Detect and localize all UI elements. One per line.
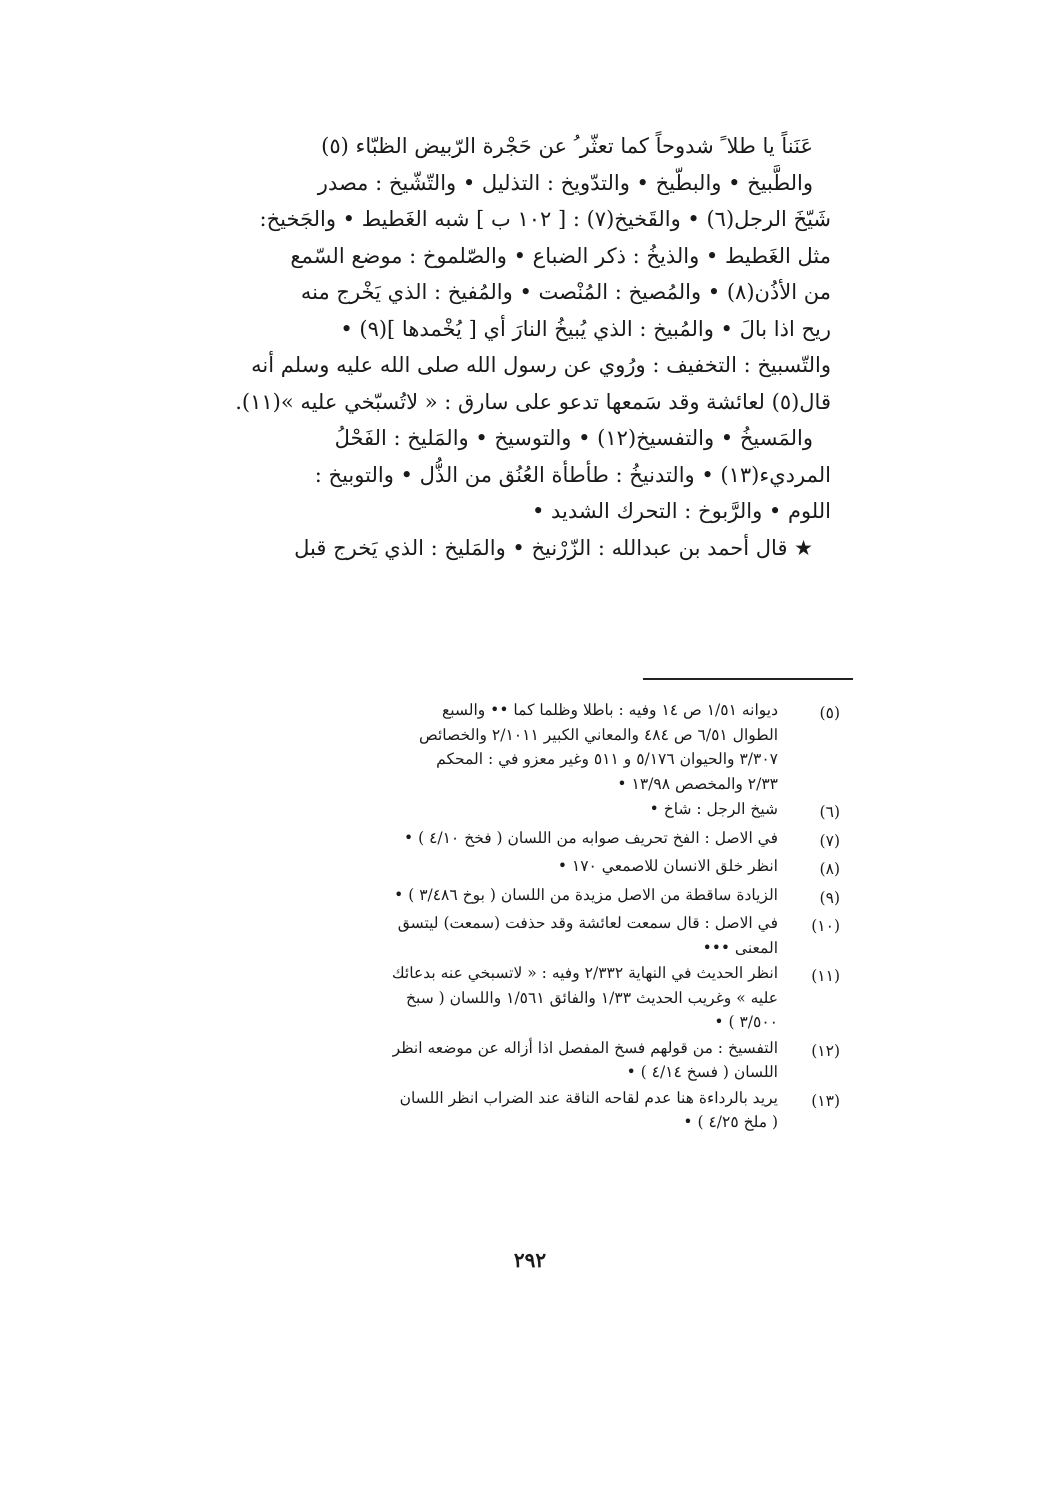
main-text-line: شَيّخَ الرجل(٦) • والقَخيخ(٧) : [ ١٠٢ ب ] شبه الغَطيط • والجَخيخ: (259, 207, 831, 231)
footnote-line: الزيادة ساقطة من الاصل مزيدة من اللسان ( بوخ ٣/٤٨٦ ) • (394, 885, 778, 904)
footnote (210, 1036, 840, 1085)
footnote (210, 854, 840, 882)
main-text-line: قال(٥) لعائشة وقد سَمعها تدعو على سارق : « لاتُسبّخي عليه »(١١). (235, 389, 831, 414)
footnote-number: (١٣) (811, 1091, 840, 1110)
footnote-number: (٦) (819, 803, 840, 821)
footnote-body (210, 961, 788, 1035)
footnote-body (210, 911, 788, 960)
main-text-line: ★ قال أحمد بن عبدالله : الزّرْنيخ • والمَليخ : الذي يَخرج قبل (294, 535, 813, 560)
footnote-body (210, 883, 788, 911)
footnote (210, 1086, 840, 1135)
main-text-line: والمَسيخُ • والتفسيخ(١٢) • والتوسيخ • والمَليخ : الفَحْلُ (334, 426, 813, 450)
footnote-line: انظر خلق الانسان للاصمعي ١٧٠ • (557, 857, 778, 875)
footnote-body (210, 698, 788, 796)
footnote-line: المعنى ••• (702, 938, 778, 957)
footnote-line: انظر الحديث في النهاية ٢/٣٣٢ وفيه : « لاتسبخي عنه بدعائك (391, 964, 778, 982)
main-text-line: عَنَناً يا طلا ً شدوحاً كما تعثّر ُ عن حَجْرة الرّبيض الظبّاء (٥) (321, 134, 813, 158)
main-text-block (205, 128, 831, 566)
footnote-body (210, 854, 788, 882)
footnote-number: (٩) (819, 888, 840, 907)
footnote-number: (٧) (819, 831, 840, 850)
main-text-line: المرديء(١٣) • والتدنيخُ : طأطأة العُنُق من الذُّل • والتوبيخ : (314, 462, 831, 487)
footnote (210, 698, 840, 796)
page-number: ٢٩٢ (513, 1248, 547, 1272)
footnote-number: (١١) (811, 967, 840, 985)
footnote-body (210, 1036, 788, 1085)
main-text-line: من الأذُن(٨) • والمُصيخ : المُنْصت • والمُفيخ : الذي يَخْرج منه (300, 280, 831, 304)
footnote-line: ٣/٣٠٧ والحيوان ٥/١٧٦ و ٥١١ وغير معزو في : المحكم (436, 750, 778, 768)
footnote (210, 911, 840, 960)
footnote-line: ٣/٥٠٠ ) • (714, 1013, 778, 1031)
footnote-separator (643, 678, 853, 680)
main-text-line: ريح اذا بالَ • والمُبيخ : الذي يُبيخُ النارَ أي [ يُخْمدها ](٩) • (340, 316, 831, 341)
footnote-line: في الاصل : الفخ تحريف صوابه من اللسان ( فخخ ٤/١٠ ) • (404, 828, 778, 847)
footnote-line: الطوال ٦/٥١ ص ٤٨٤ والمعاني الكبير ٢/١٠١١ والخصائص (419, 725, 778, 744)
main-text-line: مثل الغَطيط • والذيخُ : ذكر الضباع • والصّلموخ : موضع السّمع (290, 243, 831, 268)
footnote-line: عليه » وغريب الحديث ١/٣٣ والفائق ١/٥٦١ واللسان ( سبخ (406, 988, 778, 1007)
footnote (210, 883, 840, 911)
footnote-line: ( ملخ ٤/٢٥ ) • (683, 1113, 778, 1131)
footnote-number: (٥) (819, 704, 840, 722)
main-text-line: والطَّبيخ • والبطّيخ • والتدّويخ : التذليل • والتّشّيخ : مصدر (317, 170, 813, 195)
footnote (210, 797, 840, 825)
footnote-line: اللسان ( فسخ ٤/١٤ ) • (626, 1063, 778, 1081)
footnote-line: ٢/٣٣ والمخصص ١٣/٩٨ • (617, 774, 778, 793)
footnote-line: ديوانه ١/٥١ ص ١٤ وفيه : باطلا وظلما كما •• والسبع (441, 701, 778, 719)
footnote-line: يريد بالرداءة هنا عدم لقاحه الناقة عند الضراب انظر اللسان (399, 1088, 778, 1107)
footnote-number: (١٢) (811, 1041, 840, 1060)
footnotes (210, 698, 840, 1136)
footnote-line: في الاصل : قال سمعت لعائشة وقد حذفت (سمعت) ليتسق (397, 914, 778, 932)
footnote-body (210, 1086, 788, 1135)
footnote (210, 961, 840, 1035)
footnote-line: شيخ الرجل : شاخ • (649, 800, 778, 818)
footnote-line: التفسيخ : من قولهم فسخ المفصل اذا أزاله عن موضعه انظر (392, 1038, 778, 1057)
main-text-line: والتّسبيخ : التخفيف : ورُوي عن رسول الله صلى الله عليه وسلم أنه (251, 353, 831, 377)
footnote (210, 826, 840, 854)
footnote-body (210, 826, 788, 854)
footnote-number: (١٠) (811, 917, 840, 935)
main-text-line: اللوم • والرَّبوخ : التحرك الشديد • (531, 499, 831, 523)
footnote-number: (٨) (819, 860, 840, 878)
footnote-body (210, 797, 788, 825)
